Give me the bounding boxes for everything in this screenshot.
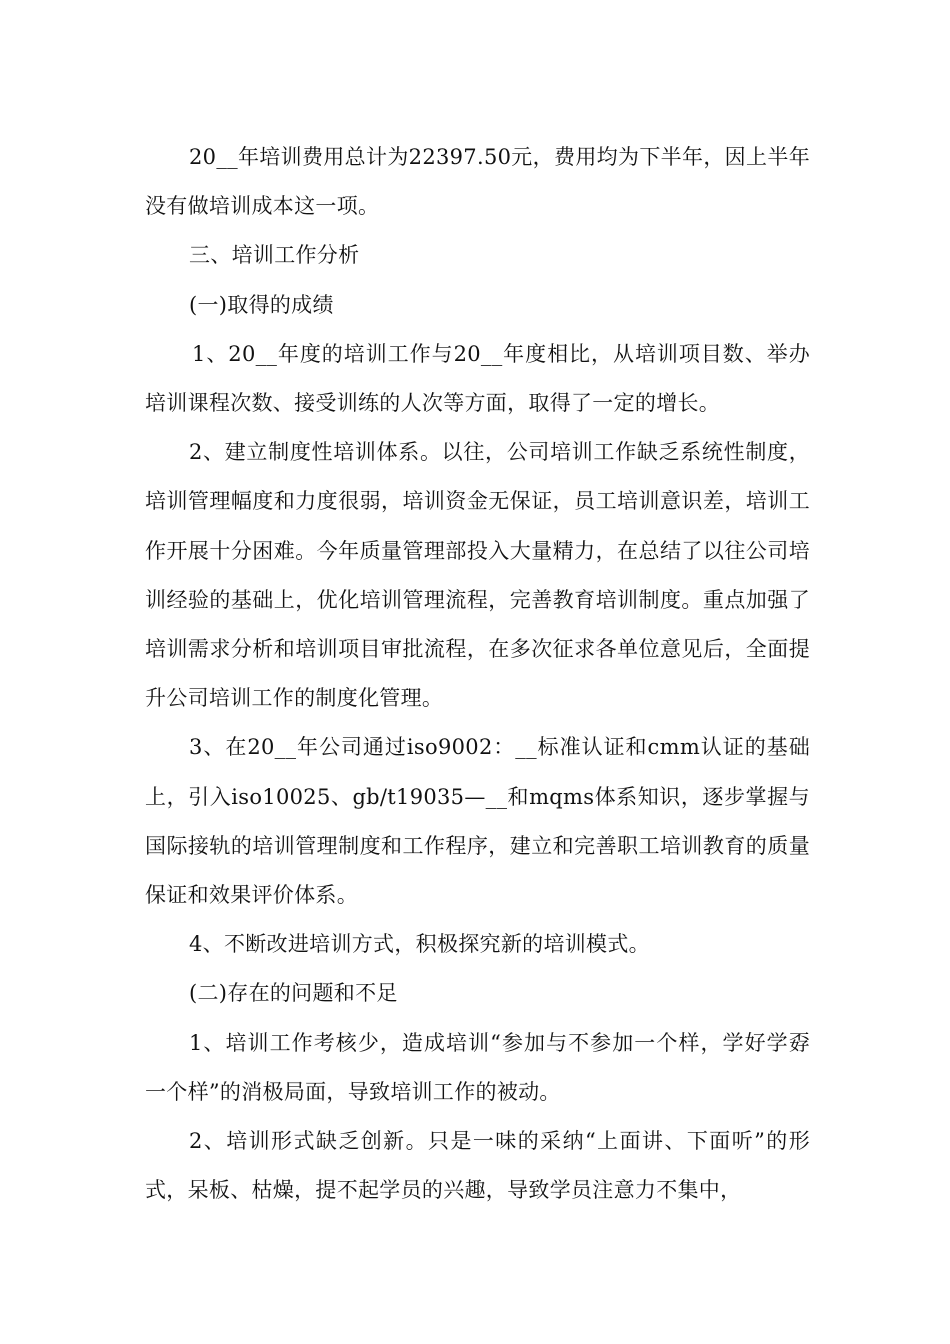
heading-training-analysis: 三、培训工作分析 — [189, 243, 360, 268]
paragraph-achievement-4: 4、不断改进培训方式，积极探究新的培训模式。 — [189, 932, 650, 957]
document-page — [145, 133, 810, 1215]
paragraph-achievement-1: 1、20__年度的培训工作与20__年度相比，从培训项目数、举办培训课程次数、接受训练的人次等方面，取得了一定的增长。 — [145, 341, 810, 416]
paragraph-problem-2: 2、培训形式缺乏创新。只是一味的采纳“上面讲、下面听”的形式，呆板、枯燥，提不起学员的兴趣，导致学员注意力不集中， — [145, 1129, 810, 1203]
subheading-problems: (二)存在的问题和不足 — [189, 981, 398, 1006]
paragraph-achievement-2: 2、建立制度性培训体系。以往，公司培训工作缺乏系统性制度，培训管理幅度和力度很弱，培训资金无保证，员工培训意识差，培训工作开展十分困难。今年质量管理部投入大量精力，在总结了以往公司培训经验的基础上，优化培训管理流程，完善教育培训制度。重点加强了培训需求分析和培训项目审批流程，在多次征求各单位意见后，全面提升公司培训工作的制度化管理。 — [145, 440, 810, 711]
paragraph-problem-1: 1、培训工作考核少，造成培训“参加与不参加一个样，学好学孬一个样”的消极局面，导致培训工作的被动。 — [145, 1030, 810, 1104]
subheading-achievements: (一)取得的成绩 — [189, 292, 334, 317]
paragraph-training-cost: 20__年培训费用总计为22397.50元，费用均为下半年，因上半年没有做培训成本这一项。 — [145, 145, 810, 219]
paragraph-achievement-3: 3、在20__年公司通过iso9002：__标准认证和cmm认证的基础上，引入iso10025、gb/t19035—__和mqms体系知识，逐步掌握与国际接轨的培训管理制度和工作程序，建立和完善职工培训教育的质量保证和效果评价体系。 — [145, 735, 810, 908]
